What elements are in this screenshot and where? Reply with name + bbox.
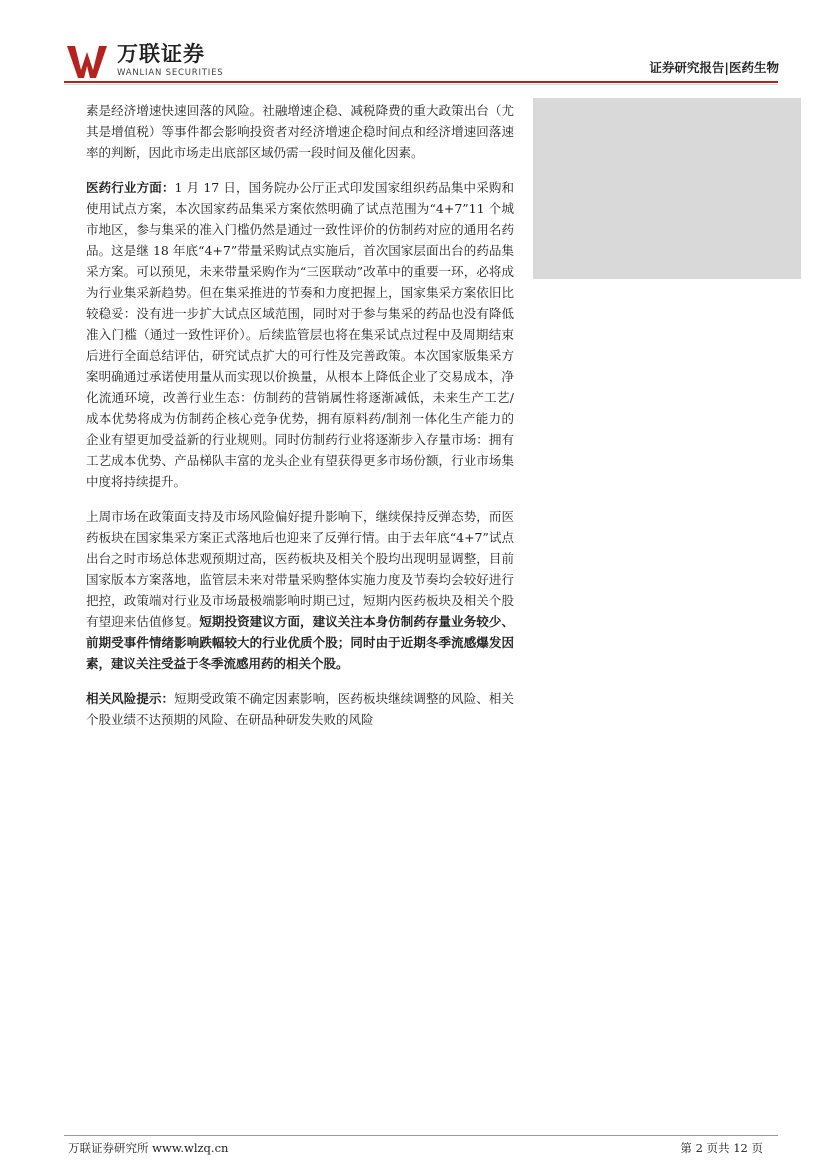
report-type-label: 证券研究报告|医药生物 xyxy=(649,60,779,75)
page-number: 第 2 页共 12 页 xyxy=(680,1141,763,1155)
paragraph-pharma-lead: 医药行业方面： xyxy=(86,180,175,195)
risk-text: 短期受政策不确定因素影响，医药板块继续调整的风险、相关个股业绩不达预期的风险、在研品种研发失败的风险 xyxy=(86,691,514,727)
header-divider-thin xyxy=(64,84,778,85)
logo-english-name: WANLIAN SECURITIES xyxy=(117,68,224,78)
paragraph-pharma-industry xyxy=(86,177,514,492)
footer-source: 万联证券研究所 www.wlzq.cn xyxy=(68,1141,229,1155)
paragraph-risk xyxy=(86,688,514,730)
risk-lead: 相关风险提示： xyxy=(86,691,175,706)
wanlian-logo-icon xyxy=(67,44,109,80)
paragraph-market-text: 上周市场在政策面支持及市场风险偏好提升影响下，继续保持反弹态势，而医药板块在国家集采方案正式落地后也迎来了反弹行情。由于去年底“4+7”试点出台之时市场总体悲观预期过高，医药板块及相关个股均出现明显调整，目前国家版本方案落地，监管层未来对带量采购整体实施力度及节奏均会较好进行把控，政策端对行业及市场最极端影响时期已过，短期内医药板块及相关个股有望迎来估值修复。 xyxy=(86,509,514,629)
logo-chinese-name: 万联证券 xyxy=(117,42,205,66)
investment-advice-text: 短期投资建议方面，建议关注本身仿制药存量业务较少、前期受事件情绪影响跌幅较大的行业优质个股；同时由于近期冬季流感爆发因素，建议关注受益于冬季流感用药的相关个股。 xyxy=(86,614,514,671)
paragraph-pharma-text: 1 月 17 日，国务院办公厅正式印发国家组织药品集中采购和使用试点方案，本次国家药品集采方案依然明确了试点范围为“4+7”11 个城市地区，参与集采的准入门槛仍然是通过一致性评价的仿制药对应的通用名药品。这是继 18 年底“4+7”带量采购试点实施后，首次国家层面出台的药品集采方案。可以预见，未来带量采购作为“三医联动”改革中的重要一环，必将成为行业集采新趋势。但在集采推进的节奏和力度把握上，国家集采方案依旧比较稳妥：没有进一步扩大试点区域范围，同时对于参与集采的药品也没有降低准入门槛（通过一致性评价）。后续监管层也将在集采试点过程中及周期结束后进行全面总结评估，研究试点扩大的可行性及完善政策。本次国家版集采方案明确通过承诺使用量从而实现以价换量，从根本上降低企业了交易成本，净化流通环境，改善行业生态：仿制药的营销属性将逐渐减低，未来生产工艺/成本优势将成为仿制药企核心竞争优势，拥有原料药/制剂一体化生产能力的企业有望更加受益新的行业规则。同时仿制药行业将逐渐步入存量市场：拥有工艺成本优势、产品梯队丰富的龙头企业有望获得更多市场份额，行业市场集中度将持续提升。 xyxy=(86,180,514,489)
page-header xyxy=(0,0,827,84)
header-divider xyxy=(64,81,778,83)
paragraph-market-review xyxy=(86,506,514,674)
sidebar-panel xyxy=(533,98,801,279)
paragraph-macro xyxy=(86,100,514,163)
paragraph-macro-text: 素是经济增速快速回落的风险。社融增速企稳、减税降费的重大政策出台（尤其是增值税）等事件都会影响投资者对经济增速企稳时间点和经济增速回落速率的判断，因此市场走出底部区域仍需一段时间及催化因素。 xyxy=(86,103,514,160)
main-content xyxy=(86,100,514,744)
footer-divider xyxy=(64,1135,778,1136)
